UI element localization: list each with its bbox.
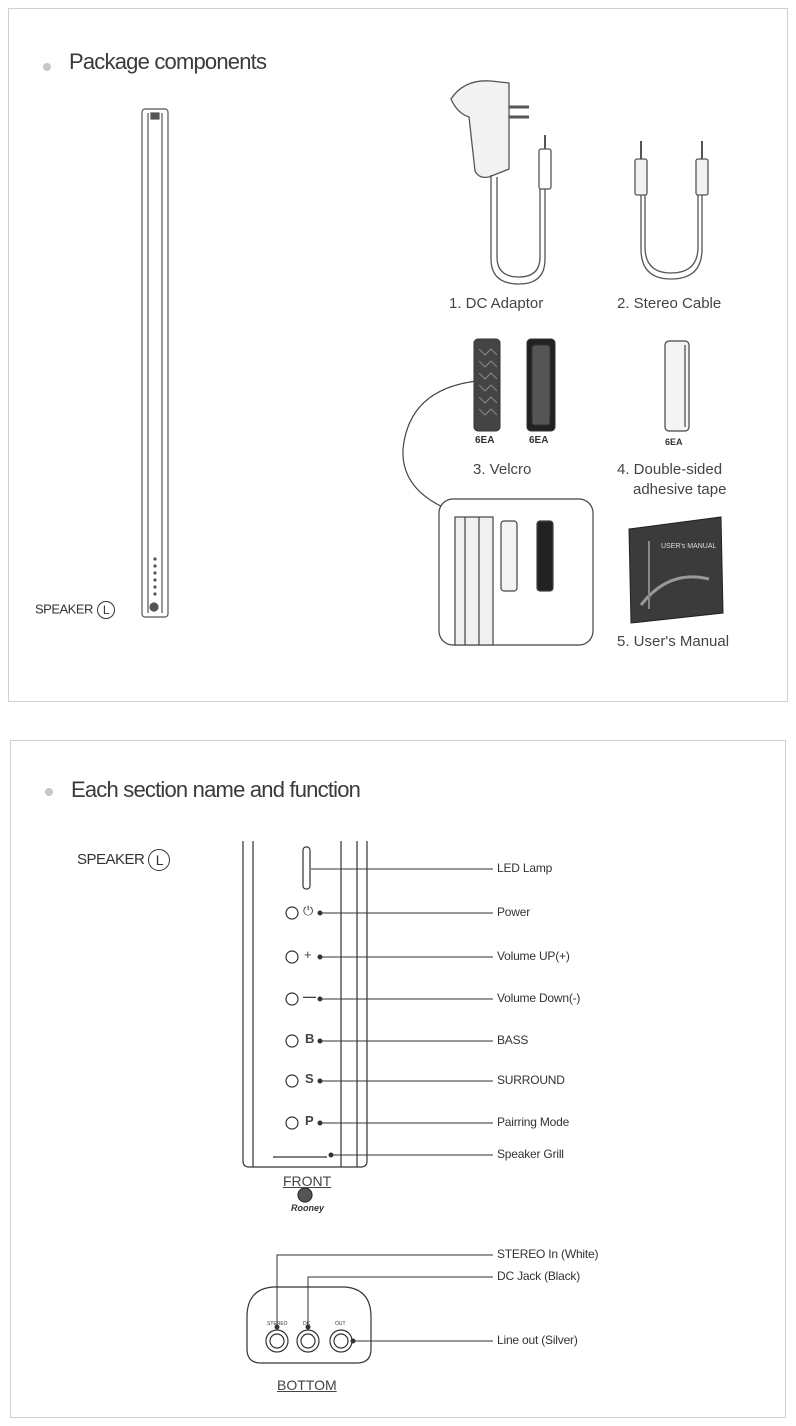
label-line-out: Line out (Silver) [497,1333,578,1347]
label-pairing-mode: Pairring Mode [497,1115,570,1129]
mounting-detail-illustration [439,499,593,645]
label-volume-down: Volume Down(-) [497,991,581,1005]
label-dc-jack: DC Jack (Black) [497,1269,581,1283]
plus-symbol: + [304,947,312,962]
front-callouts [311,869,493,1157]
front-caption: FRONT [283,1173,332,1189]
front-speaker-body [243,841,367,1202]
bottom-caption: BOTTOM [277,1377,337,1393]
grill-logo: Rooney [291,1203,325,1213]
caption-manual: 5. User's Manual [617,633,730,650]
sections-title: Each section name and function [71,777,361,802]
label-bass: BASS [497,1033,529,1047]
label-power: Power [497,905,531,919]
port-label-dc: DC [303,1321,311,1327]
pairing-symbol: P [305,1113,314,1128]
adhesive-tape-illustration [665,341,689,431]
manual-illustration [629,517,723,623]
section-functions-panel [10,740,786,1418]
surround-symbol: S [305,1071,314,1086]
package-title: Package components [69,49,267,74]
caption-tape-line1: 4. Double-sided [617,461,723,478]
bass-symbol: B [305,1031,315,1046]
package-components-panel [8,8,788,702]
velcro-illustration [474,339,555,431]
manual-cover-text: USER's MANUAL [661,543,717,550]
velcro-qty-b: 6EA [529,435,549,446]
tape-qty: 6EA [665,437,683,447]
front-bottom-diagram [11,741,787,1419]
dc-adaptor-illustration [451,81,551,284]
port-label-out: OUT [335,1321,346,1327]
minus-symbol: — [303,989,316,1004]
caption-dc-adaptor: 1. DC Adaptor [449,295,544,312]
package-illustrations [9,9,789,703]
label-stereo-in: STEREO In (White) [497,1247,599,1261]
label-volume-up: Volume UP(+) [497,949,570,963]
speaker-illustration [142,109,168,617]
caption-velcro: 3. Velcro [473,461,532,478]
caption-tape-line2: adhesive tape [633,481,727,498]
side-l-icon: L [97,601,115,619]
label-speaker-grill: Speaker Grill [497,1147,564,1161]
label-surround: SURROUND [497,1073,565,1087]
velcro-qty-a: 6EA [475,435,495,446]
stereo-cable-illustration [635,141,708,279]
caption-stereo-cable: 2. Stereo Cable [617,295,722,312]
power-icon: ⏻ [303,903,314,918]
speaker-label [35,601,115,619]
side-l-icon: L [148,849,170,871]
port-label-stereo: STEREO [267,1321,288,1327]
label-led-lamp: LED Lamp [497,861,553,875]
connector-curve [403,381,477,509]
speaker-label-text: SPEAKER [77,850,145,868]
speaker-label-text: SPEAKER [35,601,93,617]
